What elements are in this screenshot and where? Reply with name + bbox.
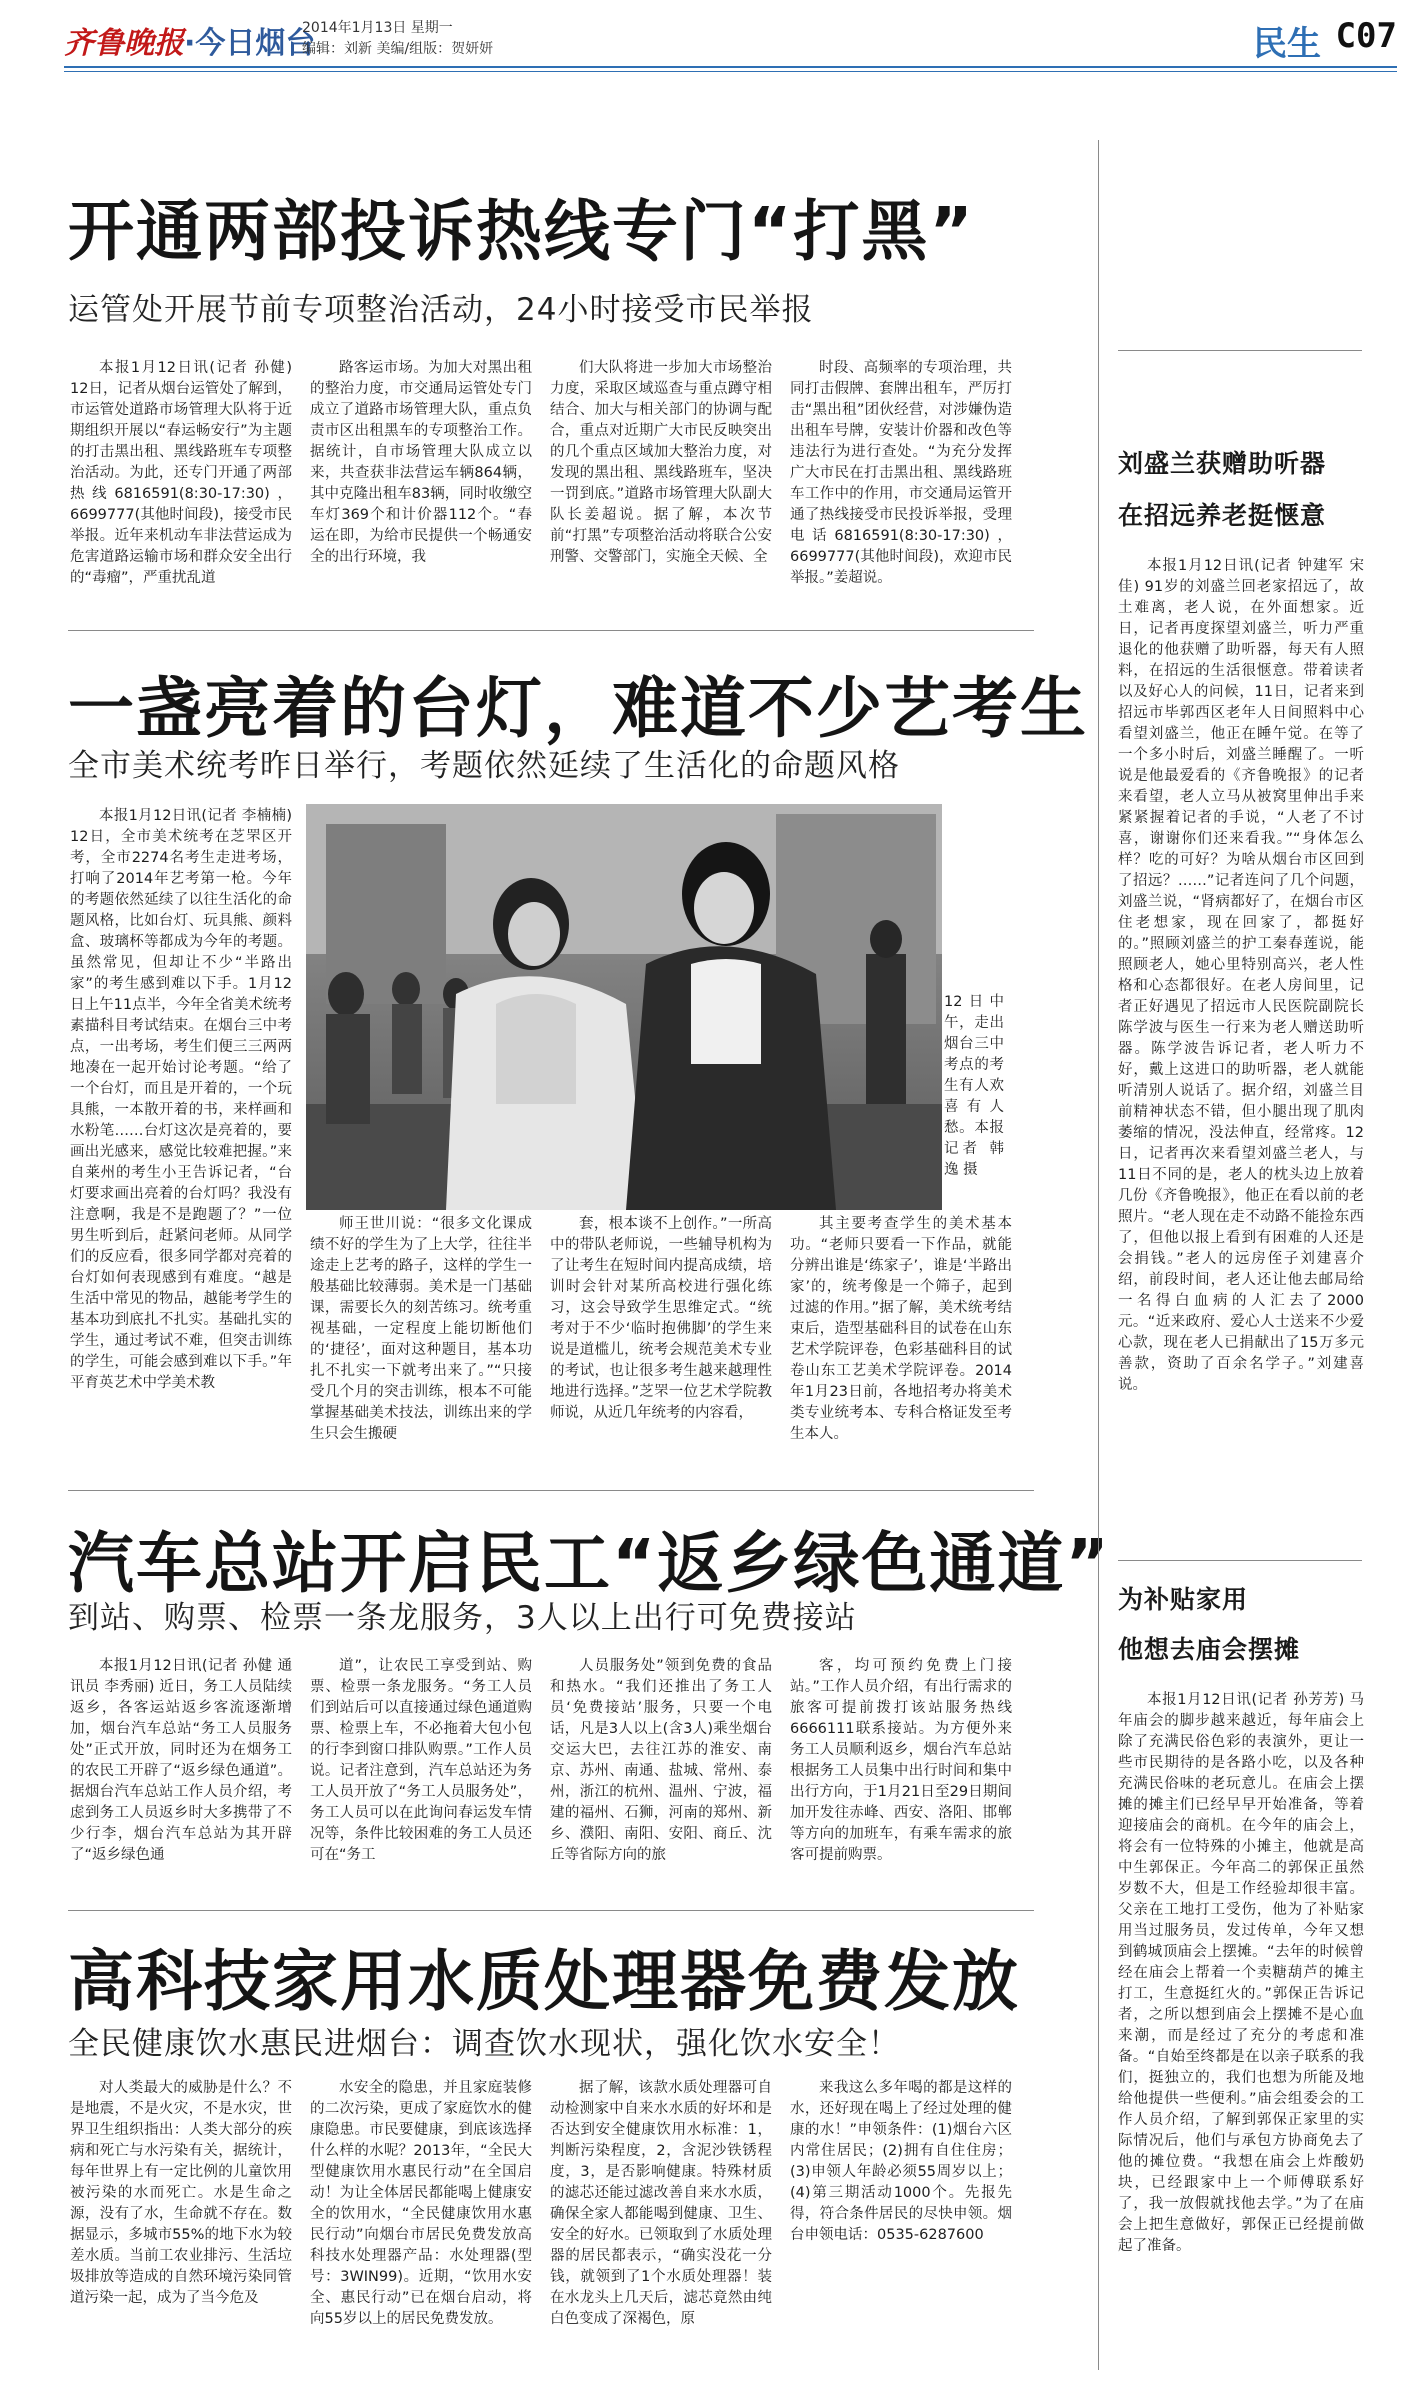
article4-text-4: 来我这么多年喝的都是这样的水，还好现在喝上了经过处理的健康的水！”申领条件：(1)烟台六区内常住居民；(2)拥有自住住房；(3)申领人年龄必须55周岁以上；(4)第三期活动1000个。先报先得，符合条件居民的尽快申领。烟台申领电话：0535-6287600	[790, 2080, 1012, 2243]
article1-column-3	[550, 358, 772, 604]
header-rule	[64, 66, 1397, 68]
article4-subhead: 全民健康饮水惠民进烟台：调查饮水现状，强化饮水安全！	[68, 2026, 900, 2062]
article3-headline: 汽车总站开启民工“返乡绿色通道”	[68, 1525, 1111, 1602]
issue-meta	[302, 18, 493, 60]
article2-subhead: 全市美术统考昨日举行，考题依然延续了生活化的命题风格	[68, 748, 900, 784]
page-number: C07	[1335, 16, 1397, 56]
article1-text-2: 路客运市场。为加大对黑出租的整治力度，市交通局运管处专门成立了道路市场管理大队，重点负责市区出租黑车的专项整治工作。据统计，自市场管理大队成立以来，共查获非法营运车辆864辆，其中克隆出租车83辆，同时收缴空车灯369个和计价器112个。“春运在即，为给市民提供一个畅通安全的出行环境，我	[310, 360, 532, 565]
article4-text-2: 水安全的隐患，并且家庭装修的二次污染，更成了家庭饮水的健康隐患。市民要健康，到底该选择什么样的水呢？2013年，“全民大型健康饮用水惠民行动”在全国启动！为让全体居民都能喝上健康安全的饮用水，“全民健康饮用水惠民行动”向烟台市居民免费发放高科技水处理器产品：水处理器(型号：3WIN99)。近期，“饮用水安全、惠民行动”已在烟台启动，将向55岁以上的居民免费发放。	[310, 2080, 532, 2327]
article3-column-4	[790, 1656, 1012, 1888]
side2-column	[1118, 1690, 1364, 2370]
brand-edition: 今日烟台	[195, 26, 316, 61]
article3-text-1: 本报1月12日讯(记者 孙健 通讯员 李秀丽) 近日，务工人员陆续返乡，各客运站返乡客流逐渐增加，烟台汽车总站“务工人员服务处”正式开放，同时还为在烟务工的农民工开辟了“返乡绿色通道”。据烟台汽车总站工作人员介绍，考虑到务工人员返乡时大多携带了不少行李，烟台汽车总站为其开辟了“返乡绿色通	[70, 1658, 292, 1863]
article1-column-2	[310, 358, 532, 604]
article1-subhead: 运管处开展节前专项整治活动，24小时接受市民举报	[68, 292, 814, 328]
article1-text-1: 本报1月12日讯(记者 孙健) 12日，记者从烟台运管处了解到，市运管处道路市场管理大队将于近期组织开展以“春运畅安行”为主题的打击黑出租、黑线路班车专项整治活动。为此，还专门开通了两部热线6816591(8:30-17:30)，6699777(其他时间段)，接受市民举报。近年来机动车非法营运成为危害道路运输市场和群众安全出行的“毒瘤”，严重扰乱道	[70, 360, 292, 586]
divider-2	[68, 1490, 1034, 1491]
header-rule-thin	[64, 71, 1397, 72]
issue-date: 2014年1月13日 星期一	[302, 20, 453, 36]
brand-name: 齐鲁晚报	[64, 26, 184, 61]
exam-students-photo	[306, 804, 942, 1210]
article2-column-2	[310, 1214, 532, 1470]
article1-text-4: 时段、高频率的专项治理，共同打击假牌、套牌出租车，严厉打击“黑出租”团伙经营，对涉嫌伪造出租车号牌，安装计价器和改色等违法行为进行查处。“为充分发挥广大市民在打击黑出租、黑线路班车工作中的作用，市交通局运管开通了热线接受市民投诉举报，受理电话6816591(8:30-17:30)，6699777(其他时间段)，欢迎市民举报。”姜超说。	[790, 360, 1012, 586]
article1-text-3: 们大队将进一步加大市场整治力度，采取区域巡查与重点蹲守相结合、加大与相关部门的协调与配合，重点对近期广大市民反映突出的几个重点区域加大整治力度，对发现的黑出租、黑线路班车，坚决一罚到底。”道路市场管理大队副大队长姜超说。据了解，本次节前“打黑”专项整治活动将联合公安刑警、交警部门，实施全天候、全	[550, 360, 772, 565]
side1-top-rule	[1118, 350, 1362, 351]
article4-column-2	[310, 2078, 532, 2370]
side1-title-line1: 刘盛兰获赠助听器	[1118, 449, 1327, 478]
section-name: 民生	[1253, 24, 1321, 64]
article2-text-3: 套，根本谈不上创作。”一所高中的带队老师说，一些辅导机构为了让考生在短时间内提高成绩，培训时会针对某所高校进行强化练习，这会导致学生思维定式。“统考对于不少‘临时抱佛脚’的学生来说是道槛儿，统考会规范美术专业的考试，也让很多考生越来越理性地进行选择。”芝罘一位艺术学院教师说，从近几年统考的内容看，	[550, 1216, 772, 1421]
page-header	[0, 0, 1417, 76]
article4-text-3: 据了解，该款水质处理器可自动检测家中自来水水质的好坏和是否达到安全健康饮用水标准：1，判断污染程度，2，含泥沙铁锈程度，3，是否影响健康。特殊材质的滤芯还能过滤改善自来水水质，确保全家人都能喝到健康、卫生、安全的好水。已领取到了水质处理器的居民都表示，“确实没花一分钱，就领到了1个水质处理器！装在水龙头上几天后，滤芯竟然由纯白色变成了深褐色，原	[550, 2080, 772, 2327]
photo-caption: 12日中午，走出烟台三中考点的考生有人欢喜有人愁。本报记者 韩逸 摄	[944, 994, 1004, 1178]
divider-1	[68, 630, 1034, 631]
divider-3	[68, 1910, 1034, 1911]
article2-column-1	[70, 806, 292, 1470]
article3-column-3	[550, 1656, 772, 1888]
side2-title-line2: 他想去庙会摆摊	[1118, 1635, 1301, 1664]
side1-title-line2: 在招远养老挺惬意	[1118, 501, 1327, 530]
side1-column	[1118, 556, 1364, 1474]
article4-column-1	[70, 2078, 292, 2370]
editor-credits: 编辑：刘新 美编/组版：贺妍妍	[302, 41, 494, 57]
article4-column-4	[790, 2078, 1012, 2370]
article1-headline: 开通两部投诉热线专门“打黑”	[68, 193, 975, 270]
article4-headline: 高科技家用水质处理器免费发放	[68, 1943, 1020, 2020]
article1-column-1	[70, 358, 292, 604]
brand-dot: ·	[184, 26, 196, 61]
article3-text-4: 客，均可预约免费上门接站。”工作人员介绍，有出行需求的旅客可提前拨打该站服务热线6666111联系接站。为方便外来务工人员顺利返乡，烟台汽车总站根据务工人员集中出行时间和集中出行方向，于1月21日至29日期间加开发往赤峰、西安、洛阳、邯郸等方向的加班车，有乘车需求的旅客可提前购票。	[790, 1658, 1012, 1863]
article1-column-4	[790, 358, 1012, 604]
side2-top-rule	[1118, 1560, 1362, 1561]
article4-text-1: 对人类最大的威胁是什么？不是地震，不是火灾，不是水灾，世界卫生组织指出：人类大部分的疾病和死亡与水污染有关，据统计，每年世界上有一定比例的儿童饮用被污染的水而死亡。水是生命之源，没有了水，生命就不存在。数据显示，多城市55%的地下水为较差水质。当前工农业排污、生活垃圾排放等造成的自然环境污染同管道污染一起，成为了当今危及	[70, 2080, 292, 2306]
article3-column-2	[310, 1656, 532, 1888]
article3-subhead: 到站、购票、检票一条龙服务，3人以上出行可免费接站	[68, 1600, 857, 1636]
article2-column-3	[550, 1214, 772, 1470]
article3-text-2: 道”，让农民工享受到站、购票、检票一条龙服务。“务工人员们到站后可以直接通过绿色通道购票、检票上车，不必拖着大包小包的行李到窗口排队购票。”工作人员说。记者注意到，汽车总站还为务工人员开放了“务工人员服务处”，务工人员可以在此询问春运发车情况等，条件比较困难的务工人员还可在“务工	[310, 1658, 532, 1863]
article2-headline: 一盏亮着的台灯，难道不少艺考生	[68, 670, 1088, 747]
article2-column-4	[790, 1214, 1012, 1470]
article2-text-1: 本报1月12日讯(记者 李楠楠) 12日，全市美术统考在芝罘区开考，全市2274名考生走进考场，打响了2014年艺考第一枪。今年的考题依然延续了以往生活化的命题风格，比如台灯、玩具熊、颜料盒、玻璃杯等都成为今年的考题。虽然常见，但却让不少“半路出家”的考生感到难以下手。1月12日上午11点半，今年全省美术统考素描科目考试结束。在烟台三中考点，一出考场，考生们便三三两两地凑在一起开始讨论考题。“给了一个台灯，而且是开着的，一个玩具熊，一本散开着的书，来样画和水粉笔……台灯这次是亮着的，要画出光感来，感觉比较难把握。”来自莱州的考生小王告诉记者，“台灯要求画出亮着的台灯吗？我没有注意啊，我是不是跑题了？”一位男生听到后，赶紧问老师。从同学们的反应看，很多同学都对亮着的台灯如何表现感到有难度。“越是生活中常见的物品，越能考学生的基本功到底扎不扎实。基础扎实的学生，通过考试不难，但突击训练的学生，可能会感到难以下手。”年平育英艺术中学美术教	[70, 808, 292, 1391]
side2-text: 本报1月12日讯(记者 孙芳芳) 马年庙会的脚步越来越近，每年庙会上除了充满民俗色彩的表演外，更让一些市民期待的是各路小吃，以及各种充满民俗味的老玩意儿。在庙会上摆摊的摊主们已经早早开始准备，等着迎接庙会的商机。在今年的庙会上，将会有一位特殊的小摊主，他就是高中生郭保正。今年高二的郭保正虽然岁数不大，但是工作经验却很丰富。父亲在工地打工受伤，他为了补贴家用当过服务员，发过传单，今年又想到鹤城顶庙会上摆摊。“去年的时候曾经在庙会上帮着一个卖糖葫芦的摊主打工，生意挺红火的。”郭保正告诉记者，之所以想到庙会上摆摊不是心血来潮，而是经过了充分的考虑和准备。“自始至终都是在以亲子联系的我们，挺独立的，我们也想为所能及地给他提供一些便利。”庙会组委会的工作人员介绍，了解到郭保正家里的实际情况后，他们与承包方协商免去了他的摊位费。“我想在庙会上炸酸奶块，已经跟家中上一个师傅联系好了，我一放假就找他去学。”为了在庙会上把生意做好，郭保正已经提前做起了准备。	[1118, 1692, 1364, 2254]
side1-text: 本报1月12日讯(记者 钟建军 宋佳) 91岁的刘盛兰回老家招远了，故土难离，老人说，在外面想家。近日，记者再度探望刘盛兰，听力严重退化的他获赠了助听器，每天有人照料，在招远的生活很惬意。带着读者以及好心人的问候，11日，记者来到招远市毕郭西区老年人日间照料中心看望刘盛兰，他正在睡午觉。在等了一个多小时后，刘盛兰睡醒了。一听说是他最爱看的《齐鲁晚报》的记者来看望，老人立马从被窝里伸出手来紧紧握着记者的手说，“人老了不讨喜，谢谢你们还来看我。”“身体怎么样？吃的可好？为啥从烟台市区回到了招远？……”记者连问了几个问题，刘盛兰说，“肾病都好了，在烟台市区住老想家，现在回家了，都挺好的。”照顾刘盛兰的护工秦春莲说，能照顾老人，她心里特别高兴，老人性格和心态都很好。在老人房间里，记者正好遇见了招远市人民医院副院长陈学波与医生一行来为老人赠送助听器。陈学波告诉记者，老人听力不好，戴上这进口的助听器，老人就能听清别人说话了。据介绍，刘盛兰目前精神状态不错，但小腿出现了肌肉萎缩的情况，没法伸直，经常疼。12日，记者再次来看望刘盛兰老人，与11日不同的是，老人的枕头边上放着几份《齐鲁晚报》，他正在看以前的老照片。“老人现在走不动路不能捡东西了，但他以报上看到有困难的人还是会捐钱。”老人的远房侄子刘建喜介绍，前段时间，老人还让他去邮局给一名得白血病的人汇去了2000元。“近来政府、爱心人士送来不少爱心款，现在老人已捐献出了15万多元善款，资助了百余名学子。”刘建喜说。	[1118, 558, 1364, 1393]
masthead	[64, 18, 315, 62]
article2-text-2: 师王世川说：“很多文化课成绩不好的学生为了上大学，往往半途走上艺考的路子，这样的学生一般基础比较薄弱。美术是一门基础课，需要长久的刻苦练习。统考重视基础，一定程度上能切断他们的‘捷径’，面对这种题目，基本功扎不扎实一下就考出来了。”“只接受几个月的突击训练，根本不可能掌握基础美术技法，训练出来的学生只会生搬硬	[310, 1216, 532, 1442]
sidebar-divider	[1098, 140, 1099, 2370]
article2-text-4: 其主要考查学生的美术基本功。“老师只要看一下作品，就能分辨出谁是‘练家子’，谁是‘半路出家’的，统考像是一个筛子，起到过滤的作用。”据了解，美术统考结束后，造型基础科目的试卷在山东艺术学院评卷，色彩基础科目的试卷山东工艺美术学院评卷。2014年1月23日前，各地招考办将美术类专业统考本、专科合格证发至考生本人。	[790, 1216, 1012, 1442]
article4-column-3	[550, 2078, 772, 2370]
article3-text-3: 人员服务处”领到免费的食品和热水。“我们还推出了务工人员‘免费接站’服务，只要一个电话，凡是3人以上(含3人)乘坐烟台交运大巴，去往江苏的淮安、南京、苏州、南通、盐城、常州、泰州，浙江的杭州、温州、宁波，福建的福州、石狮，河南的郑州、新乡、濮阳、南阳、安阳、商丘、沈丘等省际方向的旅	[550, 1658, 772, 1863]
side2-title-line1: 为补贴家用	[1118, 1585, 1249, 1614]
article3-column-1	[70, 1656, 292, 1888]
